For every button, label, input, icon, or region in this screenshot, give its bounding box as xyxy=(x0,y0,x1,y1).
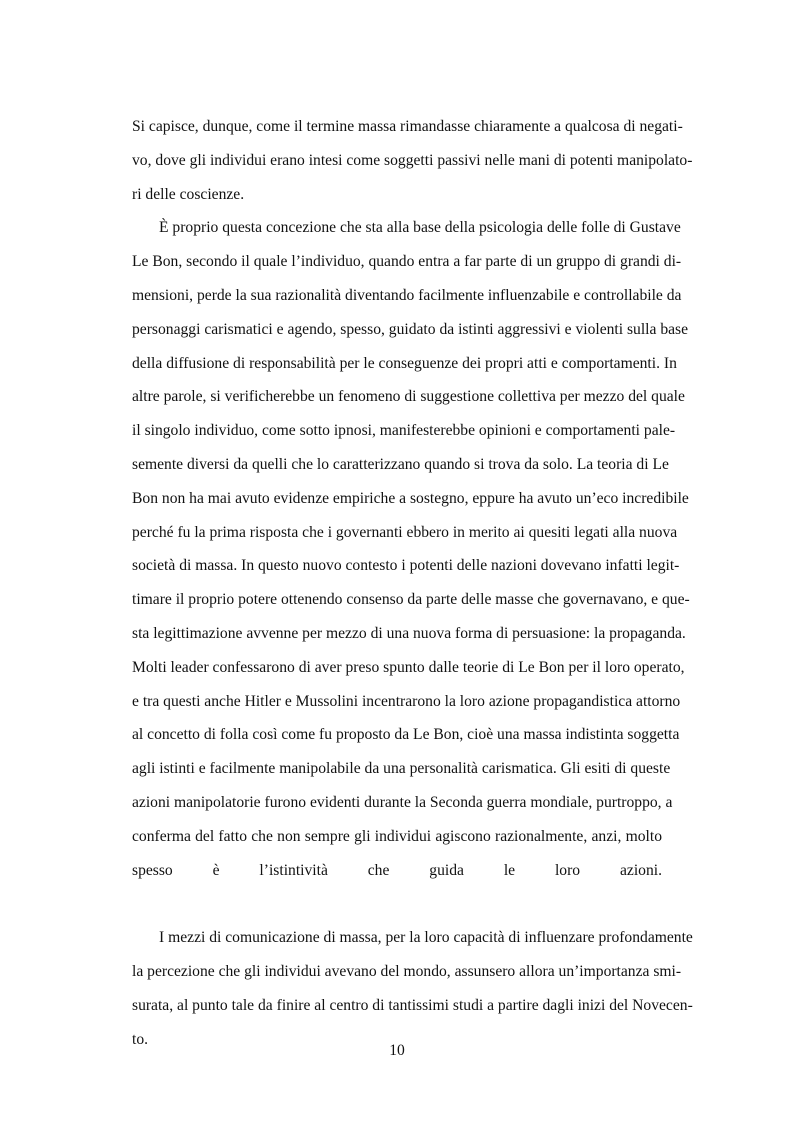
body-text xyxy=(132,110,693,1056)
text-line: mensioni, perde la sua razionalità diventando facilmente influenzabile e controllabile da xyxy=(132,286,682,304)
text-line: Si capisce, dunque, come il termine massa rimandasse chiaramente a qualcosa di negati- xyxy=(132,118,683,135)
text-line: personaggi carismatici e agendo, spesso, guidato da istinti aggressivi e violenti sulla base xyxy=(132,320,689,338)
text-line: al concetto di folla così come fu proposto da Le Bon, cioè una massa indistinta soggetta xyxy=(132,726,680,744)
text-line: to. xyxy=(132,1030,149,1048)
text-line: società di massa. In questo nuovo contesto i potenti delle nazioni dovevano infatti legit- xyxy=(132,557,680,575)
text-line: sta legittimazione avvenne per mezzo di una nuova forma di persuasione: la propaganda. xyxy=(132,624,686,642)
page-number: 10 xyxy=(389,1042,405,1059)
text-line: conferma del fatto che non sempre gli individui agiscono razionalmente, anzi, molto xyxy=(132,827,662,845)
text-line: vo, dove gli individui erano intesi come soggetti passivi nelle mani di potenti manipolato- xyxy=(132,151,693,169)
text-line: Bon non ha mai avuto evidenze empiriche a sostegno, eppure ha avuto un’eco incredibile xyxy=(132,489,689,507)
text-line: ri delle coscienze. xyxy=(132,185,245,203)
text-line: il singolo individuo, come sotto ipnosi, manifesterebbe opinioni e comportamenti pale- xyxy=(132,422,676,440)
text-line: perché fu la prima risposta che i governanti ebbero in merito ai quesiti legati alla nuova xyxy=(132,523,678,541)
text-line: la percezione che gli individui avevano del mondo, assunsero allora un’importanza smi- xyxy=(132,962,682,980)
text-line: Molti leader confessarono di aver preso spunto dalle teorie di Le Bon per il loro operato, xyxy=(132,658,685,676)
text-line: e tra questi anche Hitler e Mussolini incentrarono la loro azione propagandistica attorno xyxy=(132,692,681,710)
text-line: È proprio questa concezione che sta alla base della psicologia delle folle di Gustave xyxy=(159,219,681,237)
text-line xyxy=(132,887,662,921)
text-line: Le Bon, secondo il quale l’individuo, quando entra a far parte di un gruppo di grandi di- xyxy=(132,253,682,271)
text-line: azioni manipolatorie furono evidenti durante la Seconda guerra mondiale, purtroppo, a xyxy=(132,793,673,811)
text-line: semente diversi da quelli che lo caratterizzano quando si trova da solo. La teoria di Le xyxy=(132,455,669,473)
text-line: altre parole, si verificherebbe un fenomeno di suggestione collettiva per mezzo del quale xyxy=(132,388,685,406)
text-line: surata, al punto tale da finire al centro di tantissimi studi a partire dagli inizi del Novecen- xyxy=(132,996,693,1014)
text-line: agli istinti e facilmente manipolabile da una personalità carismatica. Gli esiti di queste xyxy=(132,760,671,778)
text-line: timare il proprio potere ottenendo consenso da parte delle masse che governavano, e que- xyxy=(132,591,690,609)
text-line: spesso è l’istintività che guida le loro azioni. xyxy=(132,861,662,879)
text-line: della diffusione di responsabilità per le conseguenze dei propri atti e comportamenti. In xyxy=(132,354,677,372)
text-line: I mezzi di comunicazione di massa, per la loro capacità di influenzare profondamente xyxy=(159,929,693,947)
